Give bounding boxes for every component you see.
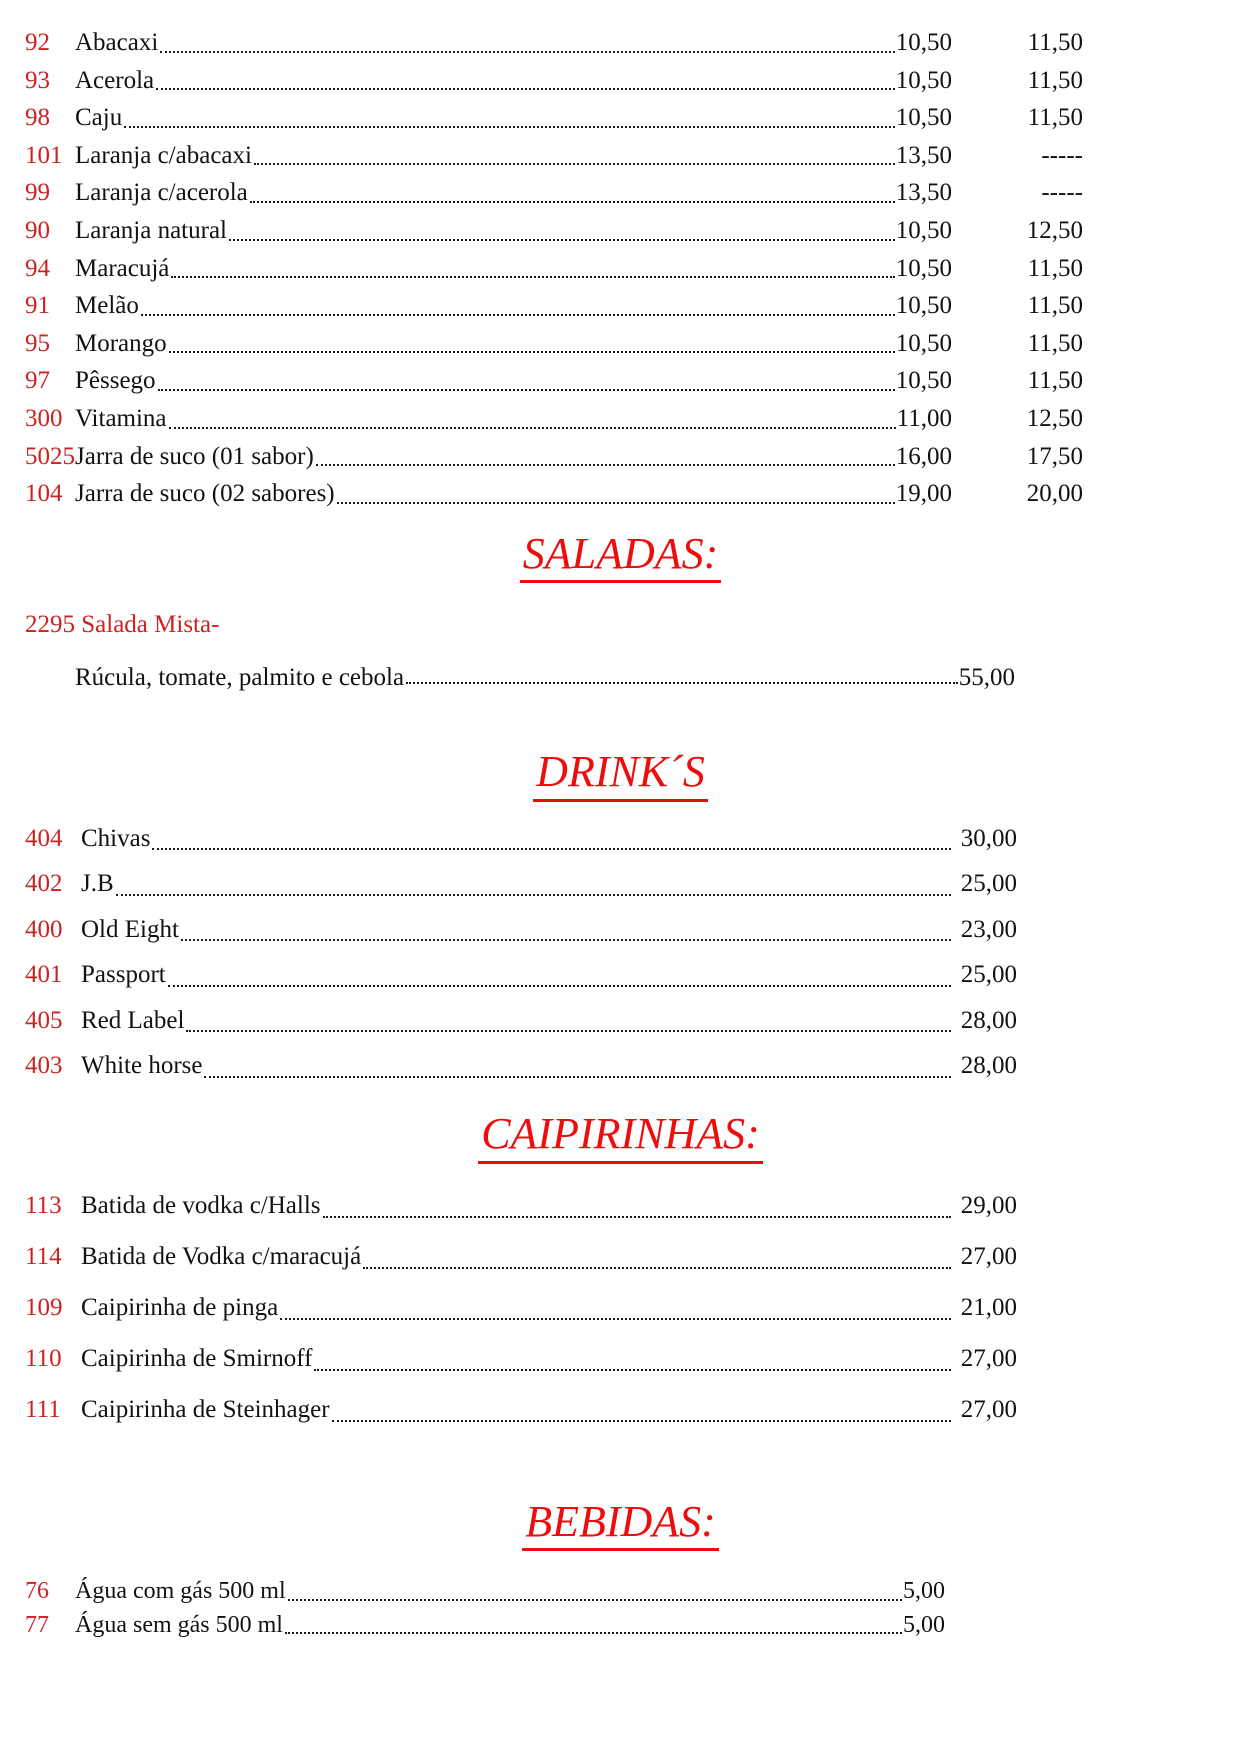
dot-leader	[186, 1030, 950, 1032]
item-number: 76	[25, 1578, 49, 1605]
item-price-copo: 19,00	[895, 480, 952, 508]
item-name: Laranja c/abacaxi	[75, 141, 252, 169]
item-price-copo: 10,50	[895, 216, 952, 244]
item-number: 92	[25, 29, 50, 56]
menu-row	[25, 99, 1083, 137]
menu-row	[25, 362, 1083, 400]
item-number: 99	[25, 179, 50, 207]
item-price-copo: 10,50	[895, 29, 952, 56]
item-number: 94	[25, 254, 50, 282]
section-title-drinks: DRINK´S	[0, 747, 1241, 802]
item-price-copo: 10,50	[895, 66, 952, 94]
dot-leader	[288, 1599, 902, 1601]
menu-row	[25, 861, 1017, 907]
menu-row	[25, 24, 1083, 62]
item-number: 90	[25, 216, 50, 244]
dot-leader	[116, 894, 951, 896]
item-name: Melão	[75, 292, 139, 320]
item-price: 21,00	[960, 1293, 1017, 1321]
menu-row	[25, 663, 1015, 693]
menu-row	[25, 952, 1017, 998]
item-number: 93	[25, 66, 50, 94]
item-price-jarra: -----	[1041, 141, 1083, 169]
item-price-jarra: 17,50	[1026, 442, 1083, 470]
dot-leader	[323, 1216, 951, 1218]
item-price: 30,00	[960, 824, 1017, 852]
item-name: White horse	[81, 1052, 203, 1080]
menu-row	[25, 174, 1083, 212]
dot-leader	[314, 1369, 950, 1371]
menu-row	[25, 1282, 1017, 1333]
dot-leader	[156, 88, 895, 90]
dot-leader	[254, 163, 895, 165]
dot-leader	[363, 1267, 951, 1269]
item-name: Maracujá	[75, 254, 170, 282]
item-name: Pêssego	[75, 367, 156, 395]
menu-row	[25, 1384, 1017, 1435]
dot-leader	[141, 314, 895, 316]
item-price-jarra: 11,50	[1027, 367, 1083, 395]
item-number: 95	[25, 329, 50, 357]
dot-leader	[229, 239, 895, 241]
item-name: Passport	[81, 961, 166, 989]
item-name: Jarra de suco (01 sabor)	[75, 442, 314, 470]
salada-item-header: 2295 Salada Mista-	[25, 611, 220, 639]
item-name: Red Label	[81, 1006, 185, 1034]
item-price: 55,00	[958, 664, 1015, 692]
item-name: Morango	[75, 329, 167, 357]
dot-leader	[250, 201, 895, 203]
dot-leader	[124, 126, 895, 128]
item-price-jarra: 11,50	[1027, 292, 1083, 320]
item-number: 403	[25, 1052, 63, 1080]
item-price: 28,00	[960, 1006, 1017, 1034]
menu-row	[25, 998, 1017, 1044]
dot-leader	[204, 1076, 950, 1078]
item-name: Laranja c/acerola	[75, 179, 248, 207]
dot-leader	[171, 276, 894, 278]
item-name: Old Eight	[81, 915, 179, 943]
item-name: Jarra de suco (02 sabores)	[75, 480, 335, 508]
item-name: Caipirinha de Smirnoff	[81, 1344, 313, 1372]
item-number: 113	[25, 1191, 62, 1219]
item-number: 300	[25, 404, 63, 432]
item-name: Batida de Vodka c/maracujá	[81, 1242, 362, 1270]
item-price-jarra: 11,50	[1027, 254, 1083, 282]
item-price-jarra: 12,50	[1026, 404, 1083, 432]
menu-row	[25, 400, 1083, 438]
item-price-jarra: 20,00	[1026, 480, 1083, 508]
menu-row	[25, 475, 1083, 513]
dot-leader	[169, 427, 896, 429]
item-price-jarra: -----	[1041, 179, 1083, 207]
item-price-jarra: 11,50	[1027, 329, 1083, 357]
item-price: 25,00	[960, 961, 1017, 989]
menu-row	[25, 62, 1083, 100]
item-name: Chivas	[81, 824, 151, 852]
item-number: 101	[25, 141, 63, 169]
dot-leader	[337, 502, 895, 504]
menu-row	[25, 1180, 1017, 1231]
item-number: 5025	[25, 442, 75, 470]
item-name: Abacaxi	[75, 29, 159, 56]
item-price: 25,00	[960, 870, 1017, 898]
item-price-copo: 10,50	[895, 104, 952, 132]
item-price-copo: 13,50	[895, 141, 952, 169]
item-price-copo: 10,50	[895, 329, 952, 357]
item-price: 27,00	[960, 1395, 1017, 1423]
menu-row	[25, 325, 1083, 363]
dot-leader	[406, 682, 958, 684]
dot-leader	[160, 51, 894, 53]
menu-row	[25, 1609, 945, 1643]
menu-row	[25, 250, 1083, 288]
item-price: 28,00	[960, 1052, 1017, 1080]
item-number: 400	[25, 915, 63, 943]
menu-row	[25, 816, 1017, 862]
item-name: Rúcula, tomate, palmito e cebola	[75, 664, 405, 692]
item-price-copo: 10,50	[895, 292, 952, 320]
item-number: 404	[25, 824, 63, 852]
menu-row	[25, 907, 1017, 953]
menu-row	[25, 1043, 1017, 1089]
item-name: Água com gás 500 ml	[75, 1578, 286, 1605]
section-title-bebidas: BEBIDAS:	[0, 1497, 1241, 1552]
item-price-copo: 11,00	[896, 404, 952, 432]
item-name: Acerola	[75, 66, 155, 94]
item-number: 402	[25, 870, 63, 898]
dot-leader	[181, 939, 951, 941]
item-name: Caipirinha de pinga	[81, 1293, 279, 1321]
section-bebidas	[0, 1575, 1241, 1642]
section-juices	[0, 24, 1241, 513]
item-price-jarra: 12,50	[1026, 216, 1083, 244]
item-number: 114	[25, 1242, 62, 1270]
item-number: 98	[25, 104, 50, 132]
menu-row	[25, 438, 1083, 476]
item-name: Caipirinha de Steinhager	[81, 1395, 330, 1423]
item-number: 104	[25, 480, 63, 508]
dot-leader	[168, 985, 951, 987]
item-price-copo: 10,50	[895, 254, 952, 282]
item-price: 5,00	[903, 1611, 945, 1638]
item-price: 5,00	[903, 1578, 945, 1605]
item-name: Caju	[75, 104, 123, 132]
dot-leader	[158, 389, 895, 391]
item-number: 91	[25, 292, 50, 320]
section-drinks	[0, 816, 1241, 1089]
item-price-jarra: 11,50	[1027, 29, 1083, 56]
item-price-copo: 13,50	[895, 179, 952, 207]
item-price: 23,00	[960, 915, 1017, 943]
menu-row	[25, 1231, 1017, 1282]
item-name: Água sem gás 500 ml	[75, 1611, 283, 1638]
menu-row	[25, 1575, 945, 1609]
item-price: 27,00	[960, 1344, 1017, 1372]
item-number: 405	[25, 1006, 63, 1034]
item-name: J.B	[81, 870, 114, 898]
section-saladas	[0, 610, 1241, 693]
menu-row	[25, 287, 1083, 325]
dot-leader	[285, 1632, 902, 1634]
item-name: Vitamina	[75, 404, 167, 432]
item-number: 109	[25, 1293, 63, 1321]
item-price-copo: 10,50	[895, 367, 952, 395]
item-name: Laranja natural	[75, 216, 227, 244]
dot-leader	[152, 848, 950, 850]
item-number: 111	[25, 1395, 61, 1423]
item-number: 97	[25, 367, 50, 395]
item-price: 29,00	[960, 1191, 1017, 1219]
dot-leader	[316, 464, 895, 466]
item-number: 110	[25, 1344, 62, 1372]
item-price-jarra: 11,50	[1027, 66, 1083, 94]
item-price: 27,00	[960, 1242, 1017, 1270]
section-title-saladas: SALADAS:	[0, 529, 1241, 584]
menu-row	[25, 212, 1083, 250]
dot-leader	[280, 1318, 951, 1320]
section-caipirinhas	[0, 1180, 1241, 1435]
item-number: 401	[25, 961, 63, 989]
item-name: Batida de vodka c/Halls	[81, 1191, 321, 1219]
item-number: 77	[25, 1611, 49, 1638]
menu-row	[25, 137, 1083, 175]
menu-row	[25, 1333, 1017, 1384]
item-price-copo: 16,00	[895, 442, 952, 470]
dot-leader	[169, 351, 895, 353]
section-title-caipirinhas: CAIPIRINHAS:	[0, 1109, 1241, 1164]
item-price-jarra: 11,50	[1027, 104, 1083, 132]
dot-leader	[332, 1420, 951, 1422]
